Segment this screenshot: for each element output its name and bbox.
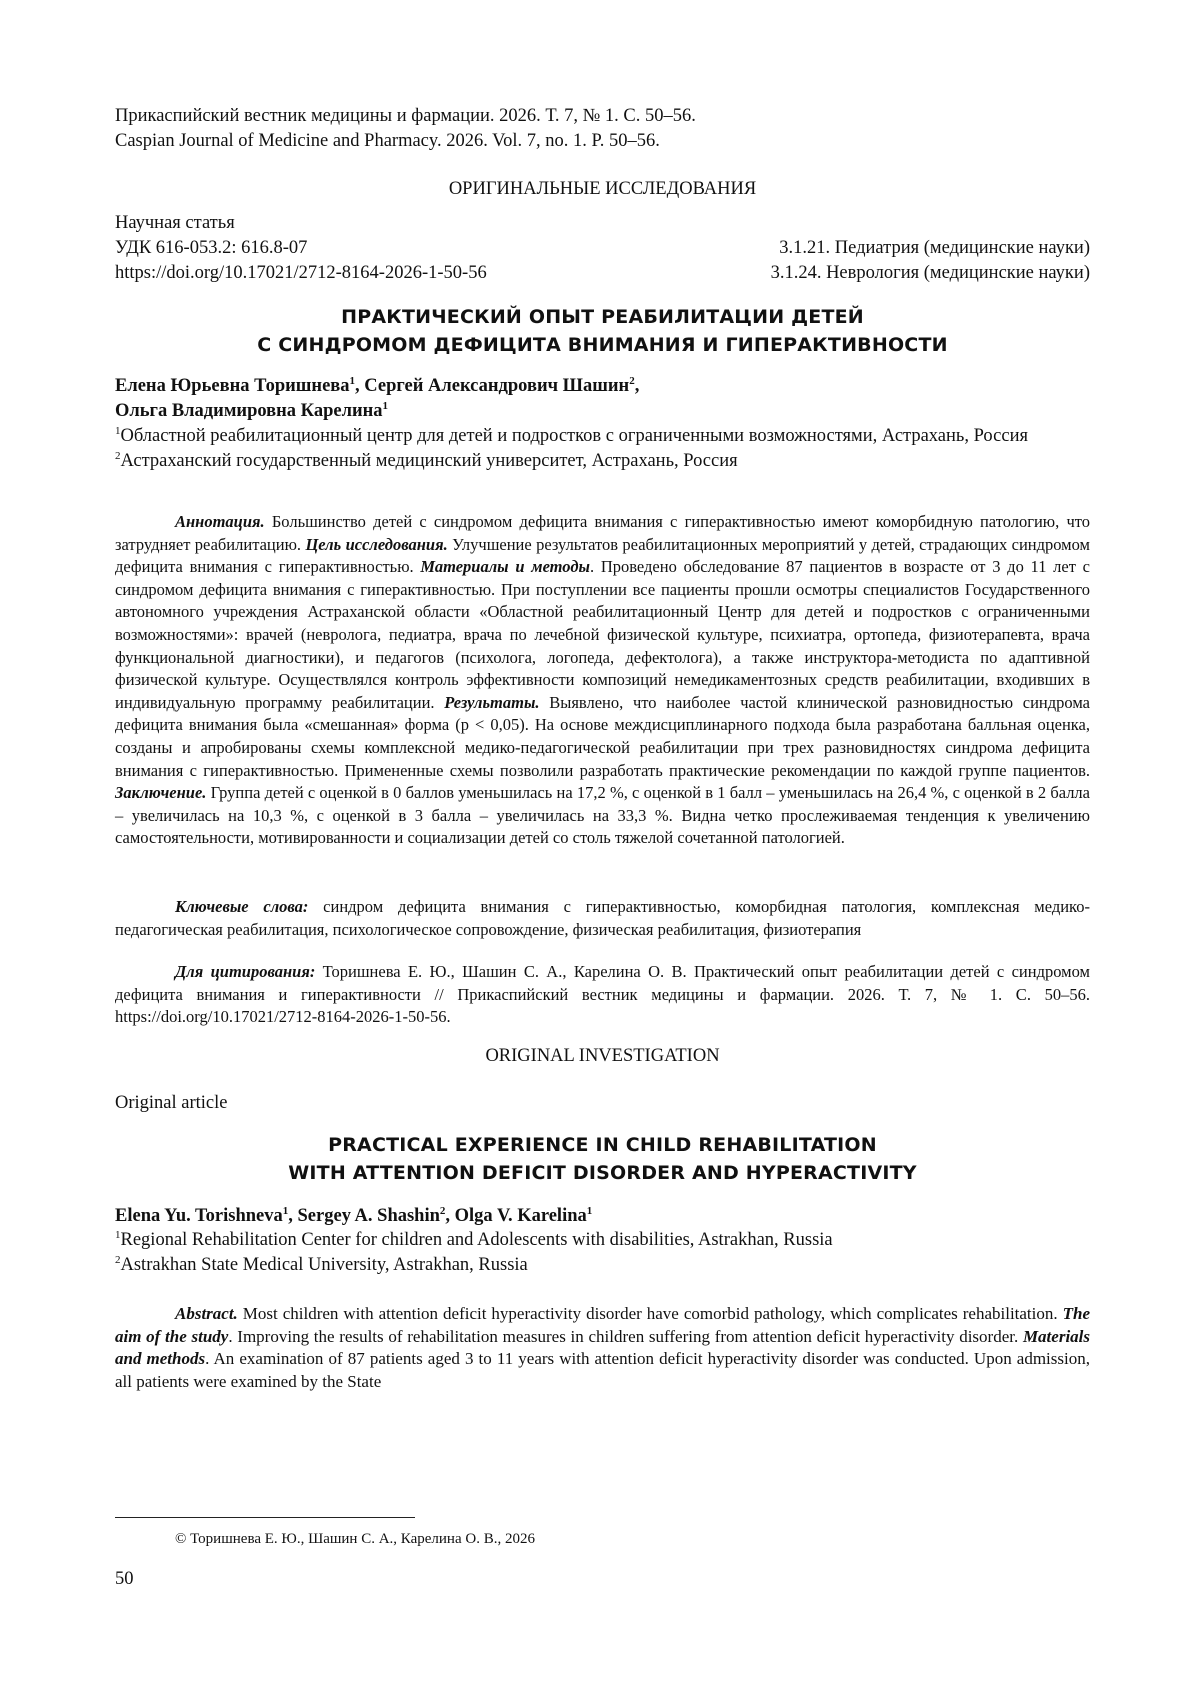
abstract-en bbox=[115, 1303, 1090, 1393]
abstract-en-label: Abstract. bbox=[175, 1304, 238, 1323]
abstract-ru bbox=[115, 511, 1090, 850]
author-2-affil: 2 bbox=[629, 374, 635, 387]
abstract-text-2: Улучшение результатов реабилитационных мероприятий у детей, страдающих синдромом дефицита внимания с гиперактивностью. bbox=[115, 534, 1090, 577]
author-en-1-affil: 1 bbox=[282, 1204, 289, 1217]
citation-label: Для цитирования: bbox=[175, 962, 316, 981]
methods-label: Материалы и методы bbox=[420, 557, 590, 577]
abstract-en-text-3: . An examination of 87 patients aged 3 to 11 years with attention deficit hyperactivity disorder was conducted. Upon admission, all patients were examined by the State bbox=[115, 1349, 1090, 1391]
author-3: Ольга Владимировна Карелина bbox=[115, 401, 383, 421]
abstract-en-text-1: Most children with attention deficit hyperactivity disorder have comorbid pathology, which complicates rehabilitation. bbox=[237, 1304, 1063, 1323]
doi-link[interactable]: https://doi.org/10.17021/2712-8164-2026-1-50-56 bbox=[115, 263, 487, 283]
author-3-affil: 1 bbox=[382, 399, 389, 412]
article-title-en bbox=[115, 1131, 1090, 1187]
affil-en-2-marker: 2 bbox=[115, 1253, 121, 1266]
aim-en-label: The aim of the study bbox=[115, 1304, 1090, 1346]
affil-en-1-marker: 1 bbox=[115, 1228, 121, 1241]
abstract-text-5: Группа детей с оценкой в 0 баллов уменьшилась на 17,2 %, с оценкой в 1 балл – уменьшилась на 26,4 %, с оценкой в 2 балла – увеличилась на 10,3 %, с оценкой в 3 балла – увеличилась на 33,3 %. Видна четко прослеживаемая тенденция к увеличению самостоятельности, мотивированности и социализации детей со столь тяжелой сочетанной патологией. bbox=[115, 783, 1090, 848]
conclusion-label: Заключение. bbox=[115, 783, 207, 803]
abstract-en-text-2: . Improving the results of rehabilitation measures in children suffering from attention deficit hyperactivity disorder. bbox=[228, 1326, 1023, 1346]
section-heading-ru: ОРИГИНАЛЬНЫЕ ИССЛЕДОВАНИЯ bbox=[448, 179, 757, 199]
article-title-ru bbox=[115, 303, 1090, 359]
author-sep: , bbox=[355, 376, 365, 396]
specialty-pediatrics: 3.1.21. Педиатрия (медицинские науки) bbox=[779, 238, 1090, 258]
author-en-2: Sergey A. Shashin bbox=[297, 1206, 440, 1226]
affiliations-ru bbox=[115, 424, 1090, 474]
abstract-text-1: Большинство детей с синдромом дефицита внимания с гиперактивностью имеют коморбидную патологию, что затрудняет реабилитацию. bbox=[115, 512, 1090, 554]
affil-2-marker: 2 bbox=[115, 449, 121, 462]
specialty-neurology: 3.1.24. Неврология (медицинские науки) bbox=[770, 263, 1090, 283]
author-en-sep-2: , bbox=[445, 1206, 455, 1226]
abstract-text-4: Выявлено, что наиболее частой клинической разновидностью синдрома дефицита внимания была «смешанная» форма (p < 0,05). На основе междисциплинарного подхода была разработана балльная оценка, созданы и апробированы схемы комплексной медико-педагогической реабилитации при трех разновидностях синдрома дефицита внимания с гиперактивностью. Примененные схемы позволили разработать практические рекомендации по каждой группе пациентов. bbox=[115, 692, 1090, 780]
author-en-3: Olga V. Karelina bbox=[454, 1206, 587, 1226]
abstract-label: Аннотация. bbox=[175, 512, 265, 531]
footnote-divider bbox=[115, 1517, 415, 1518]
author-sep-end: , bbox=[634, 376, 640, 396]
methods-en-label: Materials and methods bbox=[115, 1326, 1090, 1368]
citation-ru bbox=[115, 961, 1090, 1029]
title-en-line2: WITH ATTENTION DEFICIT DISORDER AND HYPERACTIVITY bbox=[288, 1162, 917, 1184]
journal-header bbox=[115, 104, 1090, 154]
keywords-text: синдром дефицита внимания с гиперактивностью, коморбидная патология, комплексная медико-педагогическая реабилитация, психологическое сопровождение, физическая реабилитация, физиотерапия bbox=[115, 897, 1090, 939]
abstract-text-3: . Проведено обследование 87 пациентов в возрасте от 3 до 11 лет с синдромом дефицита внимания с гиперактивностью. При поступлении все пациенты прошли осмотры специалистов Государственного автономного учреждения Астраханской области «Областной реабилитационный Центр для детей и подростков с ограниченными возможностями»: врачей (невролога, педиатра, врача по лечебной физической культуре, психиатра, ортопеда, физиотерапевта, врача функциональной диагностики), и педагогов (психолога, логопеда, дефектолога), а также инструктора-методиста по адаптивной физической культуре. Осуществлялся контроль эффективности композиций немедикаментозных средств реабилитации, входивших в индивидуальную программу реабилитации. bbox=[115, 557, 1090, 712]
title-ru-line2: С СИНДРОМОМ ДЕФИЦИТА ВНИМАНИЯ И ГИПЕРАКТИВНОСТИ bbox=[257, 334, 948, 356]
udk-code: УДК 616-053.2: 616.8-07 bbox=[115, 238, 308, 258]
section-heading-en: ORIGINAL INVESTIGATION bbox=[485, 1046, 720, 1066]
affil-en-1-text: Regional Rehabilitation Center for children and Adolescents with disabilities, Astrakhan, Russia bbox=[120, 1230, 833, 1250]
affil-2-text: Астраханский государственный медицинский университет, Астрахань, Россия bbox=[120, 451, 738, 471]
article-meta bbox=[115, 211, 1090, 286]
page-number: 50 bbox=[115, 1569, 134, 1589]
authors-ru bbox=[115, 374, 1090, 424]
affil-1-marker: 1 bbox=[115, 424, 121, 437]
author-en-3-affil: 1 bbox=[586, 1204, 593, 1217]
affiliations-en bbox=[115, 1228, 1090, 1278]
author-1: Елена Юрьевна Торишнева bbox=[115, 376, 350, 396]
journal-citation-ru: Прикаспийский вестник медицины и фармации. 2026. Т. 7, № 1. С. 50–56. bbox=[115, 106, 696, 126]
keywords-label: Ключевые слова: bbox=[175, 897, 309, 916]
journal-citation-en: Caspian Journal of Medicine and Pharmacy. 2026. Vol. 7, no. 1. P. 50–56. bbox=[115, 131, 660, 151]
author-en-2-affil: 2 bbox=[439, 1204, 446, 1217]
authors-en bbox=[115, 1204, 1090, 1229]
aim-label: Цель исследования. bbox=[305, 534, 448, 554]
author-en-sep-1: , bbox=[288, 1206, 298, 1226]
affil-1-text: Областной реабилитационный центр для детей и подростков с ограниченными возможностями, Астрахань, Россия bbox=[120, 426, 1028, 446]
article-type-en: Original article bbox=[115, 1093, 228, 1113]
author-2: Сергей Александрович Шашин bbox=[364, 376, 630, 396]
title-ru-line1: ПРАКТИЧЕСКИЙ ОПЫТ РЕАБИЛИТАЦИИ ДЕТЕЙ bbox=[341, 306, 864, 328]
article-type: Научная статья bbox=[115, 213, 235, 233]
title-en-line1: PRACTICAL EXPERIENCE IN CHILD REHABILITATION bbox=[328, 1134, 877, 1156]
author-en-1: Elena Yu. Torishneva bbox=[115, 1206, 283, 1226]
citation-text: Торишнева Е. Ю., Шашин С. А., Карелина О. В. Практический опыт реабилитации детей с синдромом дефицита внимания и гиперактивности // Прикаспийский вестник медицины и фармации. 2026. Т. 7, № 1. С. 50–56. https://doi.org/10.17021/2712-8164-2026-1-50-56. bbox=[115, 962, 1090, 1027]
copyright-footnote: © Торишнева Е. Ю., Шашин С. А., Карелина О. В., 2026 bbox=[175, 1531, 535, 1547]
affil-en-2-text: Astrakhan State Medical University, Astrakhan, Russia bbox=[120, 1255, 528, 1275]
author-1-affil: 1 bbox=[349, 374, 356, 387]
results-label: Результаты. bbox=[444, 692, 540, 712]
keywords-ru bbox=[115, 896, 1090, 941]
